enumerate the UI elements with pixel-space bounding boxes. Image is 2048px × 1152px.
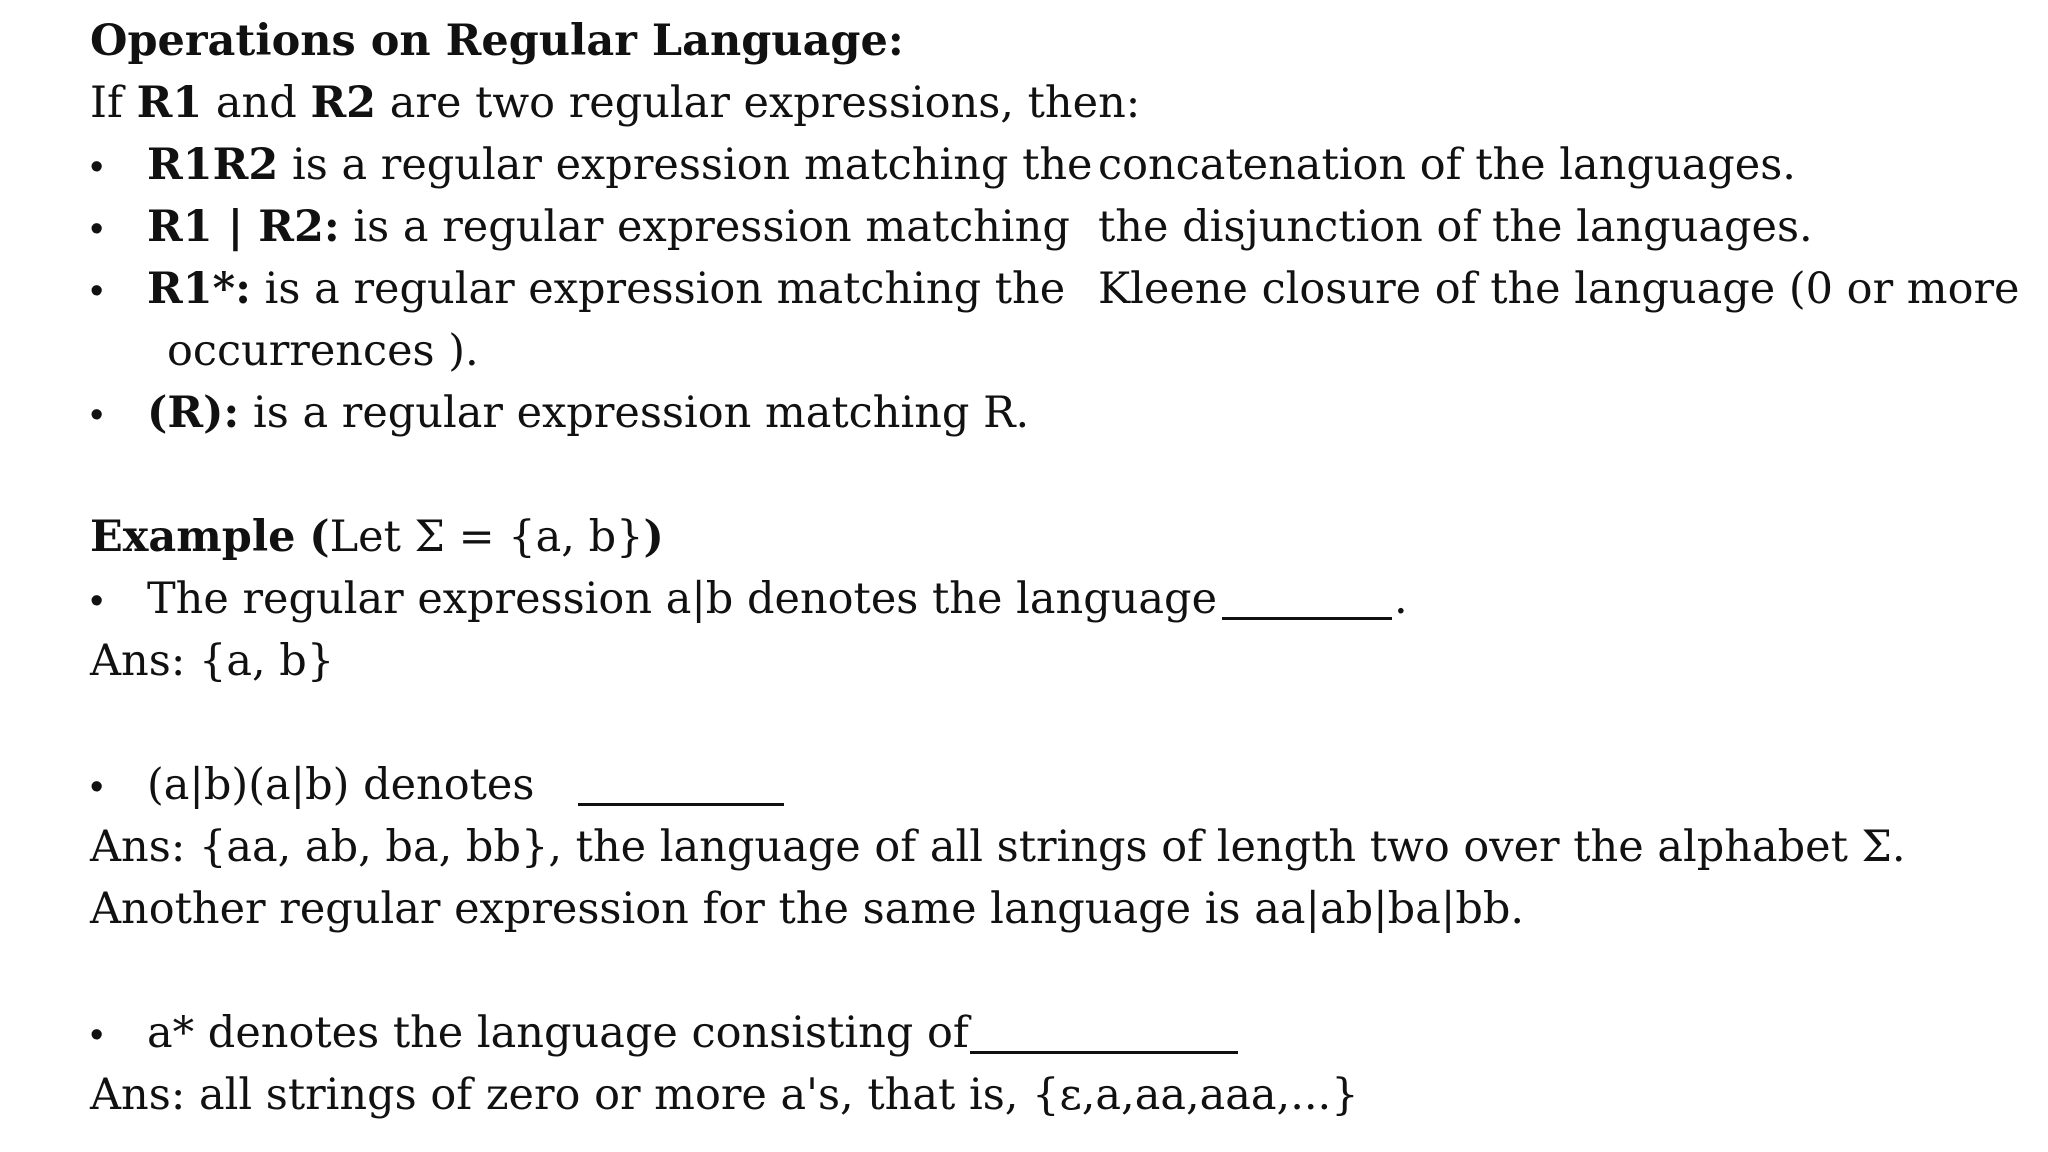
example-paren-close: ) [643, 512, 664, 562]
bullet-icon: • [90, 1014, 104, 1056]
example-paren-open: ( [309, 512, 330, 562]
bullet-icon: • [90, 580, 104, 622]
intro-r2: R2 [310, 78, 377, 128]
question-period: . [1394, 574, 1408, 624]
example-alphabet: Let Σ = {a, b} [329, 512, 644, 562]
answer-line: Another regular expression for the same language is aa|ab|ba|bb. [90, 884, 1525, 934]
answer-blank [1222, 617, 1392, 620]
example-heading [90, 512, 664, 562]
operation-text: is a regular expression matching [339, 202, 1070, 252]
operation-text: is a regular expression matching the [251, 264, 1066, 314]
operation-item-concatenation [147, 140, 1093, 190]
bullet-icon: • [90, 766, 104, 808]
operation-term: (R): [147, 388, 240, 438]
operation-text: is a regular expression matching the [278, 140, 1093, 190]
bullet-icon: • [90, 146, 104, 188]
section-heading: Operations on Regular Language: [90, 16, 904, 66]
operation-term: R1*: [147, 264, 252, 314]
operation-term: R1R2 [147, 140, 279, 190]
question-text: (a|b)(a|b) denotes [147, 760, 535, 810]
bullet-icon: • [90, 270, 104, 312]
answer-line: Ans: all strings of zero or more a's, that is, {ε,a,aa,aaa,...} [90, 1070, 1359, 1120]
question-text: a* denotes the language consisting of [147, 1008, 969, 1058]
operation-continuation: Kleene closure of the language (0 or more [1098, 264, 2020, 314]
answer-line: Ans: {aa, ab, ba, bb}, the language of all strings of length two over the alphabet Σ. [90, 822, 1906, 872]
operation-item-paren [147, 388, 1030, 438]
intro-r1: R1 [136, 78, 203, 128]
intro-text-3: are two regular expressions, then: [376, 78, 1141, 128]
operation-term: R1 | R2: [147, 202, 340, 252]
operation-item-kleene [147, 264, 1066, 314]
operation-continuation: the disjunction of the languages. [1098, 202, 1813, 252]
intro-text-1: If [90, 78, 137, 128]
intro-text-2: and [202, 78, 311, 128]
bullet-icon: • [90, 208, 104, 250]
bullet-icon: • [90, 394, 104, 436]
question-text: The regular expression a|b denotes the language [147, 574, 1218, 624]
answer-line: Ans: {a, b} [90, 636, 335, 686]
example-label: Example [90, 512, 296, 562]
operation-item-disjunction [147, 202, 1070, 252]
operation-text: is a regular expression matching R. [239, 388, 1030, 438]
answer-blank [970, 1051, 1238, 1054]
operation-continuation: concatenation of the languages. [1098, 140, 1796, 190]
operation-wrap: occurrences ). [167, 326, 479, 376]
answer-blank [578, 803, 784, 806]
intro-line [90, 78, 1141, 128]
